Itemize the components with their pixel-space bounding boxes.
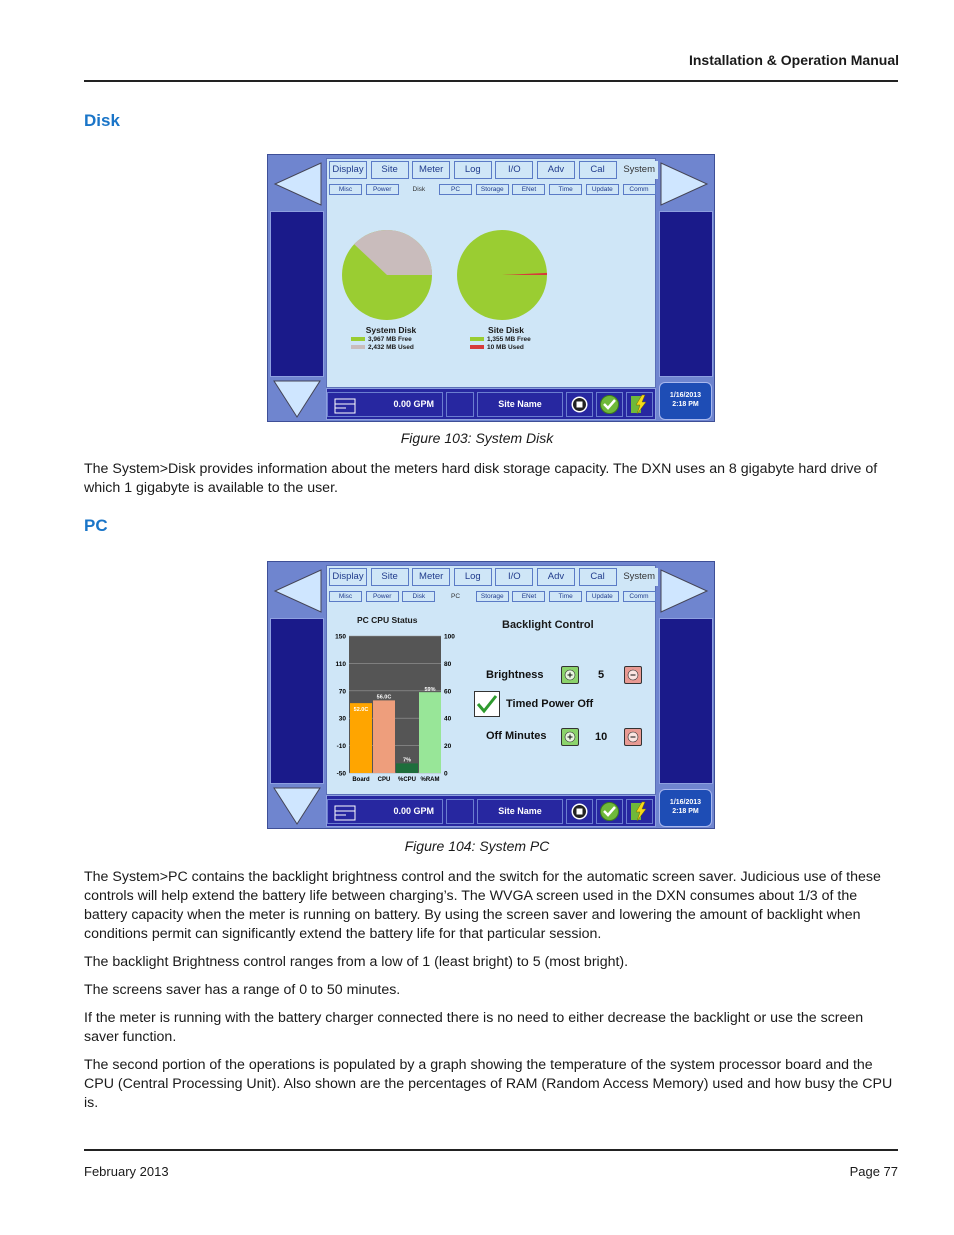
subtab-time[interactable]: Time — [549, 184, 582, 195]
right-tick-label: 60 — [444, 688, 452, 696]
right-tick-label: 80 — [444, 660, 452, 668]
subtab-power[interactable]: Power — [366, 184, 399, 195]
bar-pct-ram — [419, 692, 441, 773]
left-tick-label: 70 — [338, 688, 346, 696]
nav-down-arrow-icon[interactable] — [271, 786, 323, 826]
status-bar — [326, 795, 656, 827]
subtab-enet[interactable]: ENet — [512, 591, 545, 602]
date-time-display — [659, 789, 712, 827]
site-disk-title: Site Disk — [488, 325, 524, 335]
subtab-comm[interactable]: Comm — [623, 184, 656, 195]
off-minutes-value: 10 — [595, 731, 608, 743]
disk-description — [84, 460, 898, 507]
subtab-misc[interactable]: Misc — [329, 184, 362, 195]
tab-meter[interactable]: Meter — [412, 568, 450, 586]
bar-cpu — [373, 700, 395, 773]
tab-cal[interactable]: Cal — [579, 568, 617, 586]
tab-cal[interactable]: Cal — [579, 161, 617, 179]
off-minutes-decrease-button[interactable] — [624, 728, 642, 746]
used-swatch — [470, 345, 484, 349]
nav-right-arrow-icon[interactable] — [659, 565, 711, 617]
status-ok-button[interactable] — [596, 799, 623, 824]
subtab-disk[interactable]: Disk — [402, 591, 435, 602]
right-side-panel — [659, 618, 713, 784]
category-label: Board — [352, 777, 370, 783]
left-tick-label: 30 — [338, 715, 346, 723]
flow-rate-display: 0.00 GPM — [327, 392, 443, 417]
sub-tab-row — [329, 591, 659, 603]
right-tick-label: 0 — [444, 770, 448, 778]
tab-adv[interactable]: Adv — [537, 161, 575, 179]
section-title-pc: PC — [84, 516, 108, 535]
subtab-storage[interactable]: Storage — [476, 591, 509, 602]
cpu-status-chart — [329, 628, 464, 788]
left-side-panel — [270, 211, 324, 377]
bar-pct-cpu — [396, 763, 418, 773]
date-text: 1/16/2013 — [669, 392, 702, 399]
subtab-misc[interactable]: Misc — [329, 591, 362, 602]
status-ok-button[interactable] — [596, 392, 623, 417]
time-text: 2:18 PM — [672, 808, 699, 815]
tab-system[interactable]: System — [620, 568, 658, 586]
brightness-decrease-button[interactable] — [624, 666, 642, 684]
left-tick-label: -10 — [336, 743, 346, 751]
bar-board — [350, 703, 372, 773]
nav-down-arrow-icon[interactable] — [271, 379, 323, 419]
right-side-panel — [659, 211, 713, 377]
subtab-pc[interactable]: PC — [439, 184, 472, 195]
tab-log[interactable]: Log — [454, 161, 492, 179]
category-label: %RAM — [420, 777, 440, 783]
subtab-power[interactable]: Power — [366, 591, 399, 602]
stop-button[interactable] — [566, 799, 593, 824]
disk-pies — [327, 187, 657, 387]
bar-value-label: 52.0C — [353, 707, 369, 714]
tab-io[interactable]: I/O — [495, 568, 533, 586]
subtab-pc[interactable]: PC — [451, 593, 461, 600]
bar-value-label: 7% — [403, 757, 411, 764]
status-blank-box — [446, 392, 474, 417]
category-label: CPU — [377, 777, 391, 783]
date-time-display — [659, 382, 712, 420]
left-tick-label: -50 — [336, 770, 346, 778]
footer-date: February 2013 — [84, 1164, 169, 1179]
footer-rule — [84, 1149, 898, 1151]
free-swatch — [470, 337, 484, 341]
pc-paragraph: If the meter is running with the battery charger connected there is no need to either decrease the backlight or use the screen saver function. — [84, 1010, 864, 1045]
off-minutes-label: Off Minutes — [486, 730, 547, 742]
section-title-disk: Disk — [84, 111, 120, 130]
timed-power-off-checkbox[interactable] — [474, 691, 500, 717]
stop-button[interactable] — [566, 392, 593, 417]
off-minutes-increase-button[interactable] — [561, 728, 579, 746]
cpu-chart-title: PC CPU Status — [357, 615, 418, 625]
site-name-display: Site Name — [477, 392, 563, 417]
bar-value-label: 59% — [424, 687, 436, 694]
disk-panel — [326, 158, 656, 388]
header-rule — [84, 80, 898, 82]
subtab-update[interactable]: Update — [586, 591, 619, 602]
disk-screenshot — [267, 154, 715, 422]
main-tab-row — [329, 161, 662, 181]
check-icon — [475, 692, 499, 716]
subtab-update[interactable]: Update — [586, 184, 619, 195]
subtab-enet[interactable]: ENet — [512, 184, 545, 195]
right-tick-label: 40 — [444, 715, 452, 723]
category-label: %CPU — [397, 777, 417, 783]
system-disk-free: 3,967 MB Free — [368, 335, 412, 343]
backlight-title: Backlight Control — [502, 619, 594, 631]
pc-panel — [326, 565, 656, 795]
left-tick-label: 110 — [335, 660, 346, 668]
brightness-label: Brightness — [486, 669, 544, 681]
subtab-storage[interactable]: Storage — [476, 184, 509, 195]
pc-paragraph: The System>PC contains the backlight brightness control and the switch for the automatic screen saver. Judicious use of these controls will help extend the battery life between charging’s. The WVGA screen used in the DXN consumes about 1/3 of the battery capacity when the meter is running on battery. By using the screen saver and lowering the amount of backlight when conditions permit can significantly extend the battery life for that particular session. — [84, 869, 881, 942]
tab-display[interactable]: Display — [329, 161, 367, 179]
pc-paragraph: The second portion of the operations is populated by a graph showing the temperature of the system processor board and the CPU (Central Processing Unit). Also shown are the percentages of RAM (Random Access Memory) used and how busy the CPU is. — [84, 1057, 893, 1111]
left-side-panel — [270, 618, 324, 784]
site-disk-free: 1,355 MB Free — [487, 335, 531, 343]
nav-left-arrow-icon[interactable] — [271, 565, 323, 617]
free-swatch — [351, 337, 365, 341]
timed-power-off-label: Timed Power Off — [506, 698, 594, 710]
figure-103-caption: Figure 103: System Disk — [400, 430, 554, 446]
system-disk-title: System Disk — [365, 325, 417, 335]
tab-meter[interactable]: Meter — [412, 161, 450, 179]
bar-value-label: 56.0C — [376, 694, 392, 701]
system-disk-used: 2,432 MB Used — [368, 343, 414, 351]
manual-title: Installation & Operation Manual — [688, 52, 899, 68]
nav-right-arrow-icon[interactable] — [659, 158, 711, 210]
tab-site[interactable]: Site — [371, 568, 409, 586]
pc-paragraph: The backlight Brightness control ranges from a low of 1 (least bright) to 5 (most bright). — [84, 954, 629, 970]
pc-screenshot — [267, 561, 715, 829]
tab-log[interactable]: Log — [454, 568, 492, 586]
system-disk-legend — [351, 325, 431, 351]
date-text: 1/16/2013 — [669, 799, 702, 806]
footer-page-number: Page 77 — [849, 1164, 898, 1179]
status-bar — [326, 388, 656, 420]
site-disk-used: 10 MB Used — [487, 343, 524, 351]
figure-104-caption: Figure 104: System PC — [404, 838, 550, 854]
subtab-time[interactable]: Time — [549, 591, 582, 602]
tab-system[interactable]: System — [620, 161, 658, 179]
subtab-disk[interactable]: Disk — [412, 186, 426, 193]
disk-paragraph: The System>Disk provides information about the meters hard disk storage capacity. The DXN uses an 8 gigabyte hard drive of which 1 gigabyte is available to the user. — [84, 461, 878, 496]
right-tick-label: 100 — [444, 633, 455, 641]
pc-description — [84, 868, 898, 1122]
brightness-value: 5 — [598, 669, 605, 681]
site-disk-legend — [470, 325, 550, 351]
nav-left-arrow-icon[interactable] — [271, 158, 323, 210]
main-tab-row — [329, 568, 662, 588]
tab-io[interactable]: I/O — [495, 161, 533, 179]
pc-paragraph: The screens saver has a range of 0 to 50 minutes. — [84, 982, 401, 998]
status-blank-box — [446, 799, 474, 824]
tab-site[interactable]: Site — [371, 161, 409, 179]
tab-adv[interactable]: Adv — [537, 568, 575, 586]
site-name-display: Site Name — [477, 799, 563, 824]
subtab-comm[interactable]: Comm — [623, 591, 656, 602]
brightness-increase-button[interactable] — [561, 666, 579, 684]
right-tick-label: 20 — [444, 743, 452, 751]
flow-rate-display: 0.00 GPM — [327, 799, 443, 824]
used-swatch — [351, 345, 365, 349]
time-text: 2:18 PM — [672, 401, 699, 408]
tab-display[interactable]: Display — [329, 568, 367, 586]
power-bolt-button[interactable] — [626, 799, 653, 824]
power-bolt-button[interactable] — [626, 392, 653, 417]
left-tick-label: 150 — [335, 633, 346, 641]
